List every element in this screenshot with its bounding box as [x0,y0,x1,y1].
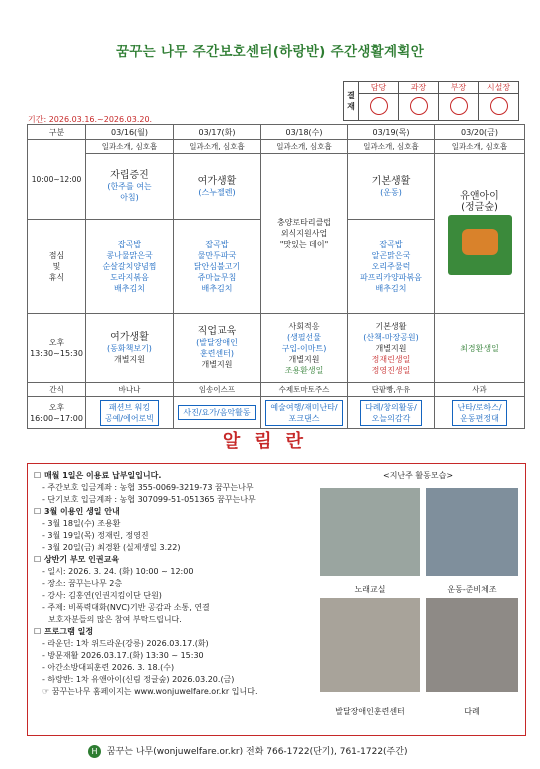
notice-line: ☐ 프로그램 일정 [34,627,94,636]
intro-cell: 일과소개, 심호흡 [261,140,348,154]
notice-line: - 일시: 2026. 3. 24. (화) 10:00 ~ 12:00 [42,567,194,576]
snack-cell: 바나나 [86,383,174,397]
honey-pot-icon [462,229,498,255]
schedule-header-row [28,125,525,140]
activity-text: 여가생활 [197,175,237,187]
activity-text: "맛있는 데이" [279,240,329,249]
period: 기간: 2026.03.16.~2026.03.20. [28,115,153,124]
stamp-icon [410,97,428,115]
notice-line: - 3월 20일(금) 최경환 (실제생일 3.22) [42,543,181,552]
slot-text: 오후 [48,402,65,412]
activity-text: 개별지원 [288,354,320,364]
snack-row [28,383,525,397]
activity-text: (정글숲) [461,201,498,213]
activity-text: (동화책보기) [107,343,152,353]
approval-role: 과장 [399,82,439,94]
approval-signature [399,94,439,121]
menu-item: 물만두파국 [197,251,237,260]
footer [88,744,407,758]
morning-row [28,154,525,220]
slot-text: 13:30~15:30 [30,349,83,358]
menu-item: 배추김치 [201,284,233,293]
snack-cell: 사과 [435,383,525,397]
intro-cell: 일과소개, 심호흡 [86,140,174,154]
activity-text: 기본생활 [375,321,407,331]
activity-text: 유앤아이 [460,190,499,202]
slot-text: 및 [52,262,61,271]
late-row [28,397,525,429]
day-header: 03/20(금) [435,125,525,140]
day-header: 03/16(월) [86,125,174,140]
birthday-text: 정재린생일 [371,354,411,364]
photo-caption: 노래교실 [354,585,386,594]
notice-line: ☐ 상반기 부모 인권교육 [34,555,120,564]
activity-text: 아침) [120,193,139,202]
slot-text: 16:00~17:00 [30,413,83,423]
program-text: 예술여행/재미난타/ [270,402,338,412]
menu-item: 잡곡밥 [205,240,229,249]
activity-text: 개별지원 [375,343,407,353]
notice-line: - 방문재활 2026.03.17.(화) 13:30 ~ 15:30 [42,651,204,660]
page-title: 꿈꾸는 나무 주간보호센터(하랑반) 주간생활계획안 [115,44,425,60]
notice-line: - 장소: 꿈꾸는나무 2층 [42,579,123,588]
activity-text: (한주를 여는 [107,182,152,191]
logo-icon: H [88,745,101,758]
activity-cell [86,154,174,220]
menu-item: 쥬마늘무침 [197,273,237,282]
menu-item: 잡곡밥 [117,240,142,249]
approval-role: 시설장 [479,82,519,94]
notice-line: - 강사: 김홍연(인권지킴이단 단원) [42,591,162,600]
menu-item: 오리주물럭 [371,262,411,271]
activity-text: 여가생활 [110,331,149,343]
activity-cell [348,314,435,383]
activity-text: 자립증진 [110,170,149,181]
menu-cell [348,220,435,314]
activity-cell [348,397,435,429]
activity-cell [348,154,435,220]
menu-item: 파프리카양파볶음 [360,273,422,282]
activity-photo [426,598,518,692]
approval-box [343,81,519,121]
approval-label: 결 재 [344,82,359,121]
time-slot [28,397,86,429]
notice-line: - 주제: 비폭력대화(NVC)기반 공감과 소통, 연결 [42,603,210,612]
notice-line: - 3월 18일(수) 조용환 [42,519,121,528]
activity-text: 개별지원 [114,354,145,364]
intro-row [28,140,525,154]
slot-text: 점심 [48,251,65,260]
activity-cell [86,314,174,383]
approval-signature [479,94,519,121]
activity-cell [174,314,261,383]
slot-text: 오후 [48,338,65,347]
day-header: 03/18(수) [261,125,348,140]
notice-list [34,470,324,698]
notice-line: ☐ 3월 이용인 생일 안내 [34,507,120,516]
menu-item: 잡곡밥 [379,240,403,249]
menu-cell [86,220,174,314]
activity-cell [174,154,261,220]
activity-text: (발달장애인 [196,338,238,347]
jungle-photo [448,215,512,275]
program-text: 다례/창의활동/ [365,402,417,412]
notice-line: - 단기보호 입금계좌 : 농협 307099-51-051365 꿈꾸는나무 [42,495,256,504]
activity-text: 기본생활 [371,175,411,187]
menu-item: 배추김치 [114,284,145,293]
activity-cell [435,397,525,429]
activity-text: (운동) [380,187,402,197]
activity-cell [86,397,174,429]
program-label [100,400,159,426]
activity-cell [174,397,261,429]
program-label [265,400,342,426]
notice-line: 보호자분들의 많은 참여 부탁드립니다. [48,615,182,624]
program-text: 포크댄스 [288,413,320,423]
notice-line: - 라운딘: 1차 위드라운(강릉) 2026.03.17.(화) [42,639,209,648]
notice-line: ☐ 매월 1일은 이용료 납부일입니다. [34,471,162,480]
time-slot [28,220,86,314]
photo-caption: 운동-준비체조 [447,585,497,594]
program-label [452,400,506,426]
activity-text: 외식지원사업 [280,229,328,238]
program-text: 패션브 워킹 [108,402,151,412]
activity-text: (생필선물 [286,332,322,342]
activity-text: 사회적응 [288,321,320,331]
time-slot: 10:00~12:00 [28,140,86,220]
approval-role: 담당 [359,82,399,94]
activity-cell [261,397,348,429]
birthday-text: 정영진생일 [371,365,411,375]
intro-cell: 일과소개, 심호흡 [174,140,261,154]
birthday-text: 최경환생일 [460,343,499,353]
menu-item: 배추김치 [375,284,407,293]
snack-cell: 단팥빵,우유 [348,383,435,397]
menu-item: 도라지볶음 [110,273,149,282]
photos-title: <지난주 활동모습> [383,471,454,480]
notice-line: - 하랑반: 1차 유앤아이(신림 정글숲) 2026.03.20.(금) [42,675,235,684]
activity-text: 훈련센터) [199,349,235,358]
notice-title: 알림란 [222,431,318,452]
schedule-table [27,124,525,429]
activity-cell [435,154,525,314]
photo-caption: 발달장애인훈련센터 [335,707,405,716]
slot-text: 휴식 [48,273,65,282]
stamp-icon [370,97,388,115]
approval-signature [359,94,399,121]
activity-text: 구입-이마트) [281,343,327,353]
menu-cell [174,220,261,314]
stamp-icon [490,97,508,115]
program-text: 운동편정대 [460,413,499,423]
footer-text: 꿈꾸는 나무(wonjuwelfare.or.kr) 전화 766-1722(단기), 761-1722(주간) [106,747,408,757]
activity-text: 직업교육 [197,326,237,337]
activity-photo [426,488,518,576]
activity-text: 충양로타리클럽 [276,218,332,227]
menu-item: 닭안심불고기 [193,262,241,271]
menu-item: 알곤맑은국 [371,251,411,260]
activity-text: (산책-마장공원) [363,332,419,342]
corner-cell: 구분 [28,125,86,140]
approval-signature [439,94,479,121]
activity-text: 개별지원 [201,360,233,369]
activity-cell [435,314,525,383]
snack-cell: 임송이스프 [174,383,261,397]
approval-role: 부장 [439,82,479,94]
program-text: 난타/로하스/ [457,402,502,412]
notice-line: - 아간소방대피훈련 2026. 3. 18.(수) [42,663,175,672]
day-header: 03/17(화) [174,125,261,140]
program-label: 사진/요가/음악활동 [178,405,255,420]
stamp-icon [450,97,468,115]
menu-item: 콩나물맑은국 [106,251,153,260]
intro-cell: 일과소개, 심호흡 [435,140,525,154]
photo-caption: 다례 [464,707,480,716]
activity-photo [320,598,420,692]
day-header: 03/19(목) [348,125,435,140]
activity-cell [261,154,348,314]
menu-item: 순살갈치양념찜 [102,262,157,271]
birthday-text: 조용환생일 [284,365,324,375]
activity-text: (스누젤렌) [198,187,236,197]
time-slot [28,314,86,383]
snack-cell: 수제토마토주스 [261,383,348,397]
homepage-link[interactable]: ☞ 꿈꾸는나무 홈페이지는 www.wonjuwelfare.or.kr 입니다. [42,687,258,696]
time-slot: 간식 [28,383,86,397]
notice-line: - 주간보호 입금계좌 : 농협 355-0069-3219-73 꿈꾸는나무 [42,483,254,492]
program-label [360,400,422,426]
activity-photo [320,488,420,576]
program-text: 오늘의감각 [371,413,411,423]
intro-cell: 일과소개, 심호흡 [348,140,435,154]
activity-cell [261,314,348,383]
afternoon-row [28,314,525,383]
program-text: 공예/에어로빅 [104,413,155,423]
notice-line: - 3월 19일(목) 정재린, 정영진 [42,531,149,540]
